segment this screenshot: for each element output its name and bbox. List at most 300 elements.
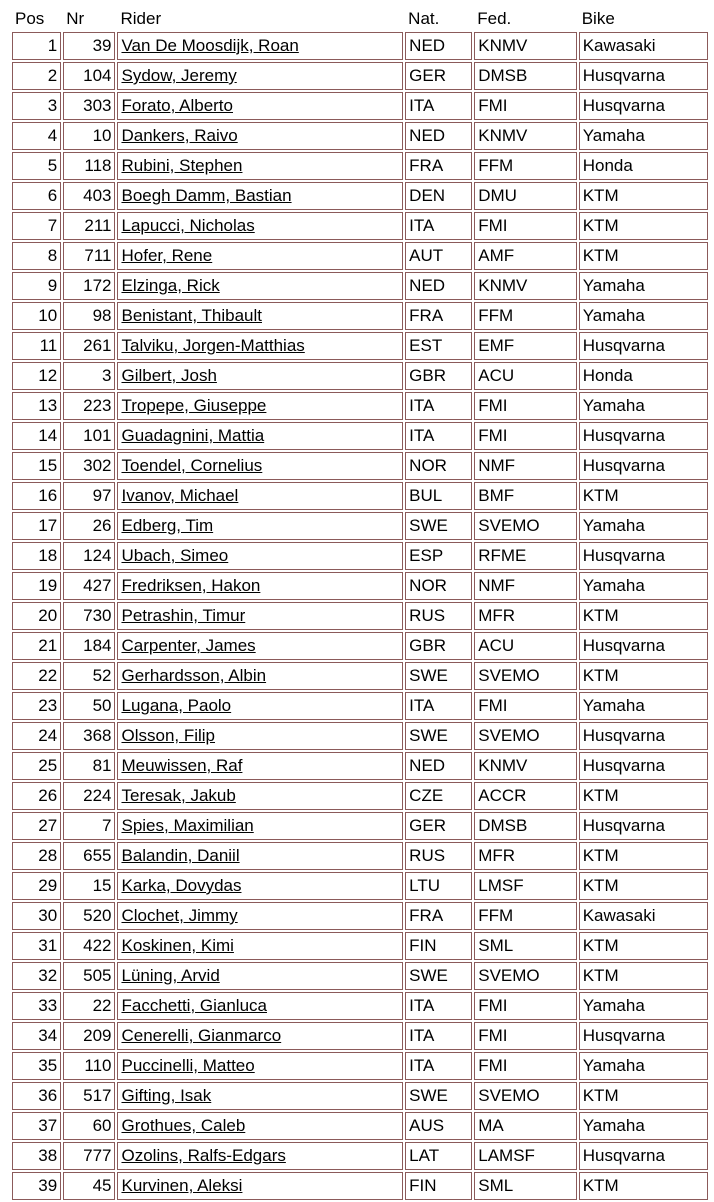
position-cell: 15: [12, 452, 61, 480]
rider-link[interactable]: Lugana, Paolo: [121, 696, 232, 715]
nationality-cell: NOR: [405, 572, 472, 600]
nationality-cell: ITA: [405, 692, 472, 720]
number-cell: 261: [63, 332, 115, 360]
nationality-cell: RUS: [405, 842, 472, 870]
federation-cell: KNMV: [474, 752, 576, 780]
federation-cell: FFM: [474, 902, 576, 930]
table-row: [12, 332, 708, 360]
federation-cell: NMF: [474, 452, 576, 480]
rider-link[interactable]: Cenerelli, Gianmarco: [121, 1026, 282, 1045]
table-row: [12, 272, 708, 300]
number-cell: 45: [63, 1172, 115, 1200]
bike-cell: KTM: [579, 782, 708, 810]
number-cell: 209: [63, 1022, 115, 1050]
nationality-cell: ITA: [405, 992, 472, 1020]
rider-link[interactable]: Balandin, Daniil: [121, 846, 240, 865]
table-row: [12, 542, 708, 570]
position-cell: 4: [12, 122, 61, 150]
nationality-cell: NOR: [405, 452, 472, 480]
rider-cell: [117, 62, 403, 90]
number-cell: 211: [63, 212, 115, 240]
position-cell: 23: [12, 692, 61, 720]
federation-cell: KNMV: [474, 32, 576, 60]
bike-cell: KTM: [579, 242, 708, 270]
federation-cell: FFM: [474, 152, 576, 180]
rider-link[interactable]: Carpenter, James: [121, 636, 256, 655]
rider-cell: [117, 152, 403, 180]
federation-cell: RFME: [474, 542, 576, 570]
bike-cell: Husqvarna: [579, 1142, 708, 1170]
bike-cell: Yamaha: [579, 572, 708, 600]
position-cell: 16: [12, 482, 61, 510]
number-cell: 655: [63, 842, 115, 870]
position-cell: 29: [12, 872, 61, 900]
bike-cell: Yamaha: [579, 1052, 708, 1080]
number-cell: 101: [63, 422, 115, 450]
federation-cell: SML: [474, 932, 576, 960]
bike-cell: Husqvarna: [579, 62, 708, 90]
rider-cell: [117, 332, 403, 360]
nationality-cell: FRA: [405, 302, 472, 330]
bike-cell: Honda: [579, 362, 708, 390]
rider-cell: [117, 932, 403, 960]
number-cell: 184: [63, 632, 115, 660]
position-cell: 34: [12, 1022, 61, 1050]
table-row: [12, 572, 708, 600]
nationality-cell: AUT: [405, 242, 472, 270]
rider-cell: [117, 902, 403, 930]
number-cell: 50: [63, 692, 115, 720]
bike-cell: Husqvarna: [579, 422, 708, 450]
rider-cell: [117, 272, 403, 300]
position-cell: 28: [12, 842, 61, 870]
rider-cell: [117, 782, 403, 810]
position-cell: 21: [12, 632, 61, 660]
results-header: [12, 8, 708, 30]
federation-cell: BMF: [474, 482, 576, 510]
table-row: [12, 152, 708, 180]
federation-cell: FMI: [474, 92, 576, 120]
federation-cell: ACCR: [474, 782, 576, 810]
rider-link[interactable]: Ozolins, Ralfs-Edgars: [121, 1146, 286, 1165]
bike-cell: Yamaha: [579, 122, 708, 150]
rider-link[interactable]: Teresak, Jakub: [121, 786, 236, 805]
bike-cell: Husqvarna: [579, 92, 708, 120]
rider-cell: [117, 212, 403, 240]
federation-cell: FMI: [474, 1022, 576, 1050]
rider-link[interactable]: Clochet, Jimmy: [121, 906, 238, 925]
nationality-cell: SWE: [405, 962, 472, 990]
position-cell: 18: [12, 542, 61, 570]
rider-link[interactable]: Lapucci, Nicholas: [121, 216, 255, 235]
rider-link[interactable]: Gilbert, Josh: [121, 366, 217, 385]
rider-cell: [117, 392, 403, 420]
table-row: [12, 182, 708, 210]
nationality-cell: GBR: [405, 362, 472, 390]
federation-cell: SVEMO: [474, 962, 576, 990]
table-row: [12, 782, 708, 810]
table-row: [12, 302, 708, 330]
number-cell: 52: [63, 662, 115, 690]
bike-cell: KTM: [579, 842, 708, 870]
position-cell: 31: [12, 932, 61, 960]
federation-cell: KNMV: [474, 272, 576, 300]
rider-link[interactable]: Spies, Maximilian: [121, 816, 254, 835]
position-cell: 11: [12, 332, 61, 360]
number-cell: 118: [63, 152, 115, 180]
header-nr: Nr: [66, 9, 85, 28]
rider-cell: [117, 122, 403, 150]
nationality-cell: DEN: [405, 182, 472, 210]
table-row: [12, 662, 708, 690]
federation-cell: ACU: [474, 632, 576, 660]
number-cell: 303: [63, 92, 115, 120]
federation-cell: FMI: [474, 1052, 576, 1080]
federation-cell: MA: [474, 1112, 576, 1140]
position-cell: 20: [12, 602, 61, 630]
position-cell: 37: [12, 1112, 61, 1140]
table-row: [12, 392, 708, 420]
bike-cell: Yamaha: [579, 992, 708, 1020]
federation-cell: FMI: [474, 212, 576, 240]
federation-cell: DMU: [474, 182, 576, 210]
number-cell: 104: [63, 62, 115, 90]
table-row: [12, 122, 708, 150]
nationality-cell: GER: [405, 812, 472, 840]
table-row: [12, 482, 708, 510]
rider-link[interactable]: Tropepe, Giuseppe: [121, 396, 267, 415]
position-cell: 10: [12, 302, 61, 330]
position-cell: 5: [12, 152, 61, 180]
position-cell: 14: [12, 422, 61, 450]
federation-cell: SVEMO: [474, 662, 576, 690]
rider-cell: [117, 992, 403, 1020]
rider-cell: [117, 572, 403, 600]
bike-cell: KTM: [579, 602, 708, 630]
federation-cell: EMF: [474, 332, 576, 360]
rider-cell: [117, 722, 403, 750]
number-cell: 422: [63, 932, 115, 960]
rider-link[interactable]: Edberg, Tim: [121, 516, 214, 535]
rider-link[interactable]: Grothues, Caleb: [121, 1116, 246, 1135]
federation-cell: FMI: [474, 392, 576, 420]
table-row: [12, 1082, 708, 1110]
table-row: [12, 422, 708, 450]
bike-cell: Yamaha: [579, 392, 708, 420]
federation-cell: LAMSF: [474, 1142, 576, 1170]
position-cell: 22: [12, 662, 61, 690]
bike-cell: Husqvarna: [579, 1022, 708, 1050]
federation-cell: FMI: [474, 692, 576, 720]
rider-link[interactable]: Ivanov, Michael: [121, 486, 239, 505]
table-row: [12, 722, 708, 750]
number-cell: 520: [63, 902, 115, 930]
nationality-cell: FIN: [405, 932, 472, 960]
nationality-cell: FRA: [405, 152, 472, 180]
table-row: [12, 812, 708, 840]
position-cell: 35: [12, 1052, 61, 1080]
rider-link[interactable]: Fredriksen, Hakon: [121, 576, 261, 595]
nationality-cell: EST: [405, 332, 472, 360]
table-row: [12, 962, 708, 990]
rider-link[interactable]: Ubach, Simeo: [121, 546, 229, 565]
rider-cell: [117, 632, 403, 660]
federation-cell: NMF: [474, 572, 576, 600]
rider-link[interactable]: Rubini, Stephen: [121, 156, 243, 175]
bike-cell: Honda: [579, 152, 708, 180]
position-cell: 32: [12, 962, 61, 990]
number-cell: 730: [63, 602, 115, 630]
number-cell: 3: [63, 362, 115, 390]
bike-cell: Yamaha: [579, 512, 708, 540]
federation-cell: KNMV: [474, 122, 576, 150]
number-cell: 517: [63, 1082, 115, 1110]
rider-link[interactable]: Hofer, Rene: [121, 246, 213, 265]
bike-cell: KTM: [579, 1172, 708, 1200]
number-cell: 403: [63, 182, 115, 210]
position-cell: 39: [12, 1172, 61, 1200]
table-row: [12, 1172, 708, 1200]
rider-cell: [117, 752, 403, 780]
rider-link[interactable]: Benistant, Thibault: [121, 306, 262, 325]
rider-link[interactable]: Forato, Alberto: [121, 96, 233, 115]
federation-cell: FMI: [474, 422, 576, 450]
number-cell: 81: [63, 752, 115, 780]
rider-cell: [117, 242, 403, 270]
bike-cell: Husqvarna: [579, 632, 708, 660]
rider-link[interactable]: Facchetti, Gianluca: [121, 996, 267, 1015]
table-row: [12, 932, 708, 960]
position-cell: 38: [12, 1142, 61, 1170]
position-cell: 9: [12, 272, 61, 300]
nationality-cell: BUL: [405, 482, 472, 510]
table-row: [12, 62, 708, 90]
bike-cell: Husqvarna: [579, 752, 708, 780]
table-row: [12, 452, 708, 480]
nationality-cell: GER: [405, 62, 472, 90]
number-cell: 7: [63, 812, 115, 840]
rider-link[interactable]: Sydow, Jeremy: [121, 66, 237, 85]
bike-cell: Yamaha: [579, 272, 708, 300]
position-cell: 33: [12, 992, 61, 1020]
table-row: [12, 362, 708, 390]
federation-cell: FMI: [474, 992, 576, 1020]
bike-cell: Kawasaki: [579, 32, 708, 60]
results-body: [12, 32, 708, 1200]
position-cell: 24: [12, 722, 61, 750]
table-row: [12, 512, 708, 540]
bike-cell: KTM: [579, 1082, 708, 1110]
table-row: [12, 992, 708, 1020]
nationality-cell: AUS: [405, 1112, 472, 1140]
bike-cell: KTM: [579, 662, 708, 690]
number-cell: 98: [63, 302, 115, 330]
position-cell: 6: [12, 182, 61, 210]
rider-link[interactable]: Koskinen, Kimi: [121, 936, 234, 955]
nationality-cell: SWE: [405, 1082, 472, 1110]
table-row: [12, 632, 708, 660]
bike-cell: KTM: [579, 872, 708, 900]
federation-cell: MFR: [474, 842, 576, 870]
rider-cell: [117, 662, 403, 690]
bike-cell: KTM: [579, 962, 708, 990]
rider-link[interactable]: Petrashin, Timur: [121, 606, 246, 625]
federation-cell: LMSF: [474, 872, 576, 900]
rider-cell: [117, 302, 403, 330]
rider-link[interactable]: Guadagnini, Mattia: [121, 426, 265, 445]
nationality-cell: LTU: [405, 872, 472, 900]
rider-link[interactable]: Olsson, Filip: [121, 726, 216, 745]
rider-link[interactable]: Kurvinen, Aleksi: [121, 1176, 243, 1195]
rider-cell: [117, 602, 403, 630]
number-cell: 223: [63, 392, 115, 420]
position-cell: 27: [12, 812, 61, 840]
federation-cell: SVEMO: [474, 1082, 576, 1110]
rider-link[interactable]: Toendel, Cornelius: [121, 456, 263, 475]
nationality-cell: RUS: [405, 602, 472, 630]
position-cell: 19: [12, 572, 61, 600]
federation-cell: SVEMO: [474, 722, 576, 750]
nationality-cell: NED: [405, 32, 472, 60]
table-row: [12, 902, 708, 930]
header-nat: Nat.: [408, 9, 440, 28]
nationality-cell: ITA: [405, 1022, 472, 1050]
rider-cell: [117, 422, 403, 450]
number-cell: 368: [63, 722, 115, 750]
rider-link[interactable]: Talviku, Jorgen-Matthias: [121, 336, 305, 355]
position-cell: 26: [12, 782, 61, 810]
table-row: [12, 842, 708, 870]
header-row: [12, 8, 708, 30]
bike-cell: Husqvarna: [579, 452, 708, 480]
federation-cell: FFM: [474, 302, 576, 330]
number-cell: 22: [63, 992, 115, 1020]
rider-cell: [117, 842, 403, 870]
rider-cell: [117, 1052, 403, 1080]
bike-cell: KTM: [579, 212, 708, 240]
position-cell: 30: [12, 902, 61, 930]
bike-cell: Yamaha: [579, 302, 708, 330]
rider-link[interactable]: Meuwissen, Raf: [121, 756, 243, 775]
nationality-cell: ITA: [405, 422, 472, 450]
rider-link[interactable]: Elzinga, Rick: [121, 276, 220, 295]
rider-cell: [117, 812, 403, 840]
bike-cell: KTM: [579, 482, 708, 510]
rider-cell: [117, 1172, 403, 1200]
results-table: [10, 6, 710, 1202]
rider-link[interactable]: Karka, Dovydas: [121, 876, 242, 895]
table-row: [12, 32, 708, 60]
rider-cell: [117, 32, 403, 60]
table-row: [12, 872, 708, 900]
nationality-cell: ESP: [405, 542, 472, 570]
bike-cell: Husqvarna: [579, 332, 708, 360]
nationality-cell: NED: [405, 272, 472, 300]
nationality-cell: NED: [405, 752, 472, 780]
position-cell: 25: [12, 752, 61, 780]
position-cell: 36: [12, 1082, 61, 1110]
nationality-cell: LAT: [405, 1142, 472, 1170]
bike-cell: Yamaha: [579, 692, 708, 720]
rider-cell: [117, 182, 403, 210]
number-cell: 39: [63, 32, 115, 60]
table-row: [12, 1112, 708, 1140]
table-row: [12, 242, 708, 270]
number-cell: 711: [63, 242, 115, 270]
number-cell: 427: [63, 572, 115, 600]
bike-cell: KTM: [579, 932, 708, 960]
header-pos: Pos: [15, 9, 45, 28]
position-cell: 13: [12, 392, 61, 420]
position-cell: 3: [12, 92, 61, 120]
federation-cell: SML: [474, 1172, 576, 1200]
number-cell: 15: [63, 872, 115, 900]
federation-cell: MFR: [474, 602, 576, 630]
rider-cell: [117, 92, 403, 120]
number-cell: 224: [63, 782, 115, 810]
table-row: [12, 1052, 708, 1080]
bike-cell: Kawasaki: [579, 902, 708, 930]
position-cell: 1: [12, 32, 61, 60]
position-cell: 7: [12, 212, 61, 240]
nationality-cell: NED: [405, 122, 472, 150]
bike-cell: Husqvarna: [579, 542, 708, 570]
number-cell: 60: [63, 1112, 115, 1140]
rider-link[interactable]: Van De Moosdijk, Roan: [121, 36, 299, 55]
number-cell: 505: [63, 962, 115, 990]
table-row: [12, 212, 708, 240]
rider-cell: [117, 962, 403, 990]
rider-cell: [117, 1022, 403, 1050]
rider-cell: [117, 452, 403, 480]
table-row: [12, 752, 708, 780]
table-row: [12, 602, 708, 630]
number-cell: 124: [63, 542, 115, 570]
nationality-cell: ITA: [405, 392, 472, 420]
rider-cell: [117, 482, 403, 510]
rider-link[interactable]: Gerhardsson, Albin: [121, 666, 267, 685]
position-cell: 8: [12, 242, 61, 270]
federation-cell: ACU: [474, 362, 576, 390]
position-cell: 2: [12, 62, 61, 90]
table-row: [12, 1142, 708, 1170]
nationality-cell: SWE: [405, 512, 472, 540]
nationality-cell: GBR: [405, 632, 472, 660]
rider-cell: [117, 1142, 403, 1170]
rider-cell: [117, 512, 403, 540]
table-row: [12, 1022, 708, 1050]
rider-cell: [117, 362, 403, 390]
federation-cell: SVEMO: [474, 512, 576, 540]
rider-link[interactable]: Puccinelli, Matteo: [121, 1056, 255, 1075]
nationality-cell: ITA: [405, 1052, 472, 1080]
rider-link[interactable]: Lüning, Arvid: [121, 966, 220, 985]
rider-link[interactable]: Boegh Damm, Bastian: [121, 186, 292, 205]
table-row: [12, 692, 708, 720]
rider-link[interactable]: Dankers, Raivo: [121, 126, 238, 145]
nationality-cell: CZE: [405, 782, 472, 810]
nationality-cell: ITA: [405, 92, 472, 120]
table-row: [12, 92, 708, 120]
federation-cell: DMSB: [474, 812, 576, 840]
bike-cell: Husqvarna: [579, 722, 708, 750]
bike-cell: KTM: [579, 182, 708, 210]
rider-link[interactable]: Gifting, Isak: [121, 1086, 212, 1105]
header-fed: Fed.: [477, 9, 512, 28]
rider-cell: [117, 1112, 403, 1140]
rider-cell: [117, 692, 403, 720]
rider-cell: [117, 542, 403, 570]
